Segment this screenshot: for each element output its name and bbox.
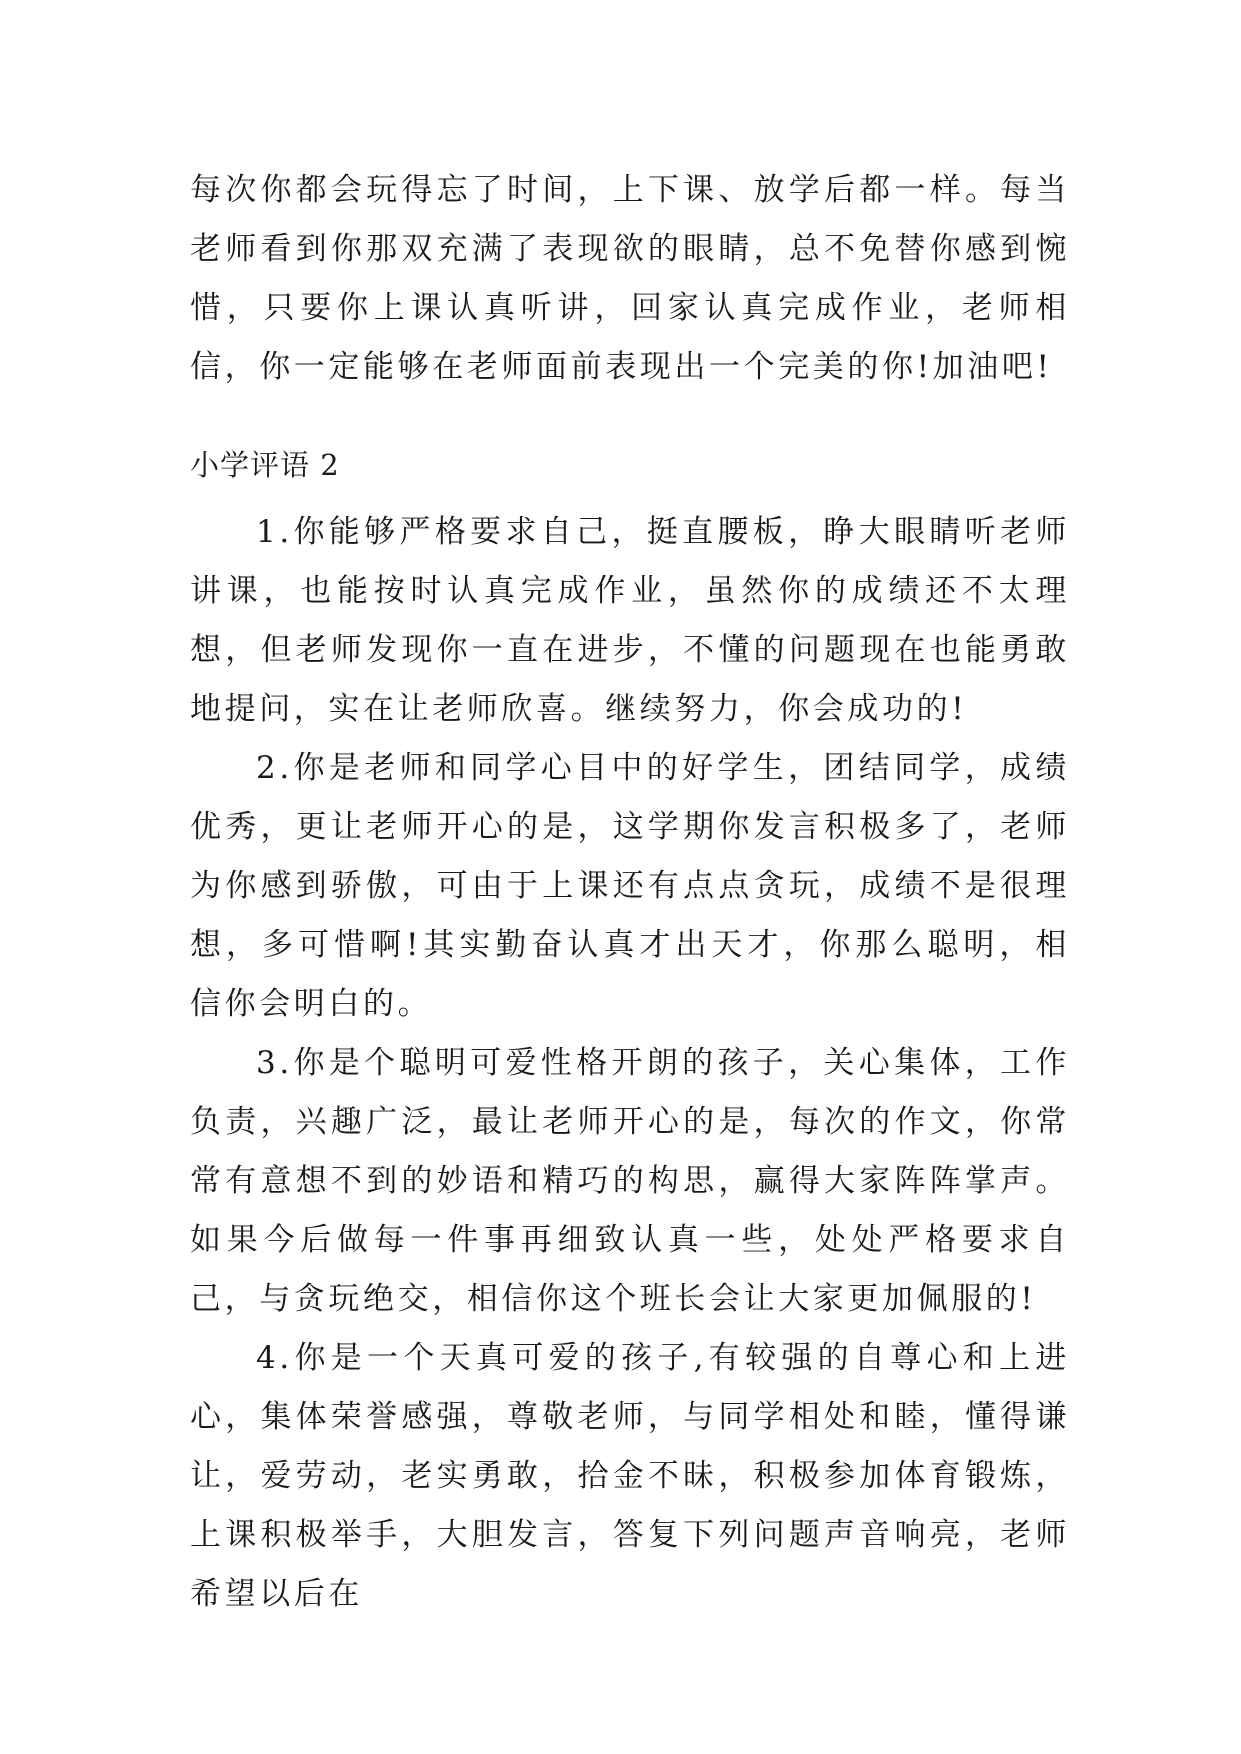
comment-item-2: 2.你是老师和同学心目中的好学生，团结同学，成绩优秀，更让老师开心的是，这学期你发言积极多了，老师为你感到骄傲，可由于上课还有点点贪玩，成绩不是很理想，多可惜啊!其实勤奋认真才出天才，你那么聪明，相信你会明白的。 <box>190 750 1070 1022</box>
comment-item-3: 3.你是个聪明可爱性格开朗的孩子，关心集体，工作负责，兴趣广泛，最让老师开心的是，每次的作文，你常常有意想不到的妙语和精巧的构思，赢得大家阵阵掌声。如果今后做每一件事再细致认真一些，处处严格要求自己，与贪玩绝交，相信你这个班长会让大家更加佩服的! <box>190 1045 1070 1317</box>
document-body <box>190 161 1070 1624</box>
section-title: 小学评语 2 <box>190 448 340 482</box>
intro-paragraph: 每次你都会玩得忘了时间，上下课、放学后都一样。每当老师看到你那双充满了表现欲的眼睛，总不免替你感到惋惜，只要你上课认真听讲，回家认真完成作业，老师相信，你一定能够在老师面前表现出一个完美的你!加油吧! <box>190 172 1070 385</box>
comment-item-4: 4.你是一个天真可爱的孩子,有较强的自尊心和上进心，集体荣誉感强，尊敬老师，与同学相处和睦，懂得谦让，爱劳动，老实勇敢，拾金不昧，积极参加体育锻炼，上课积极举手，大胆发言，答复下列问题声音响亮，老师希望以后在 <box>190 1340 1070 1612</box>
comment-item-1: 1.你能够严格要求自己，挺直腰板，睁大眼睛听老师讲课，也能按时认真完成作业，虽然你的成绩还不太理想，但老师发现你一直在进步，不懂的问题现在也能勇敢地提问，实在让老师欣喜。继续努力，你会成功的! <box>190 514 1070 727</box>
